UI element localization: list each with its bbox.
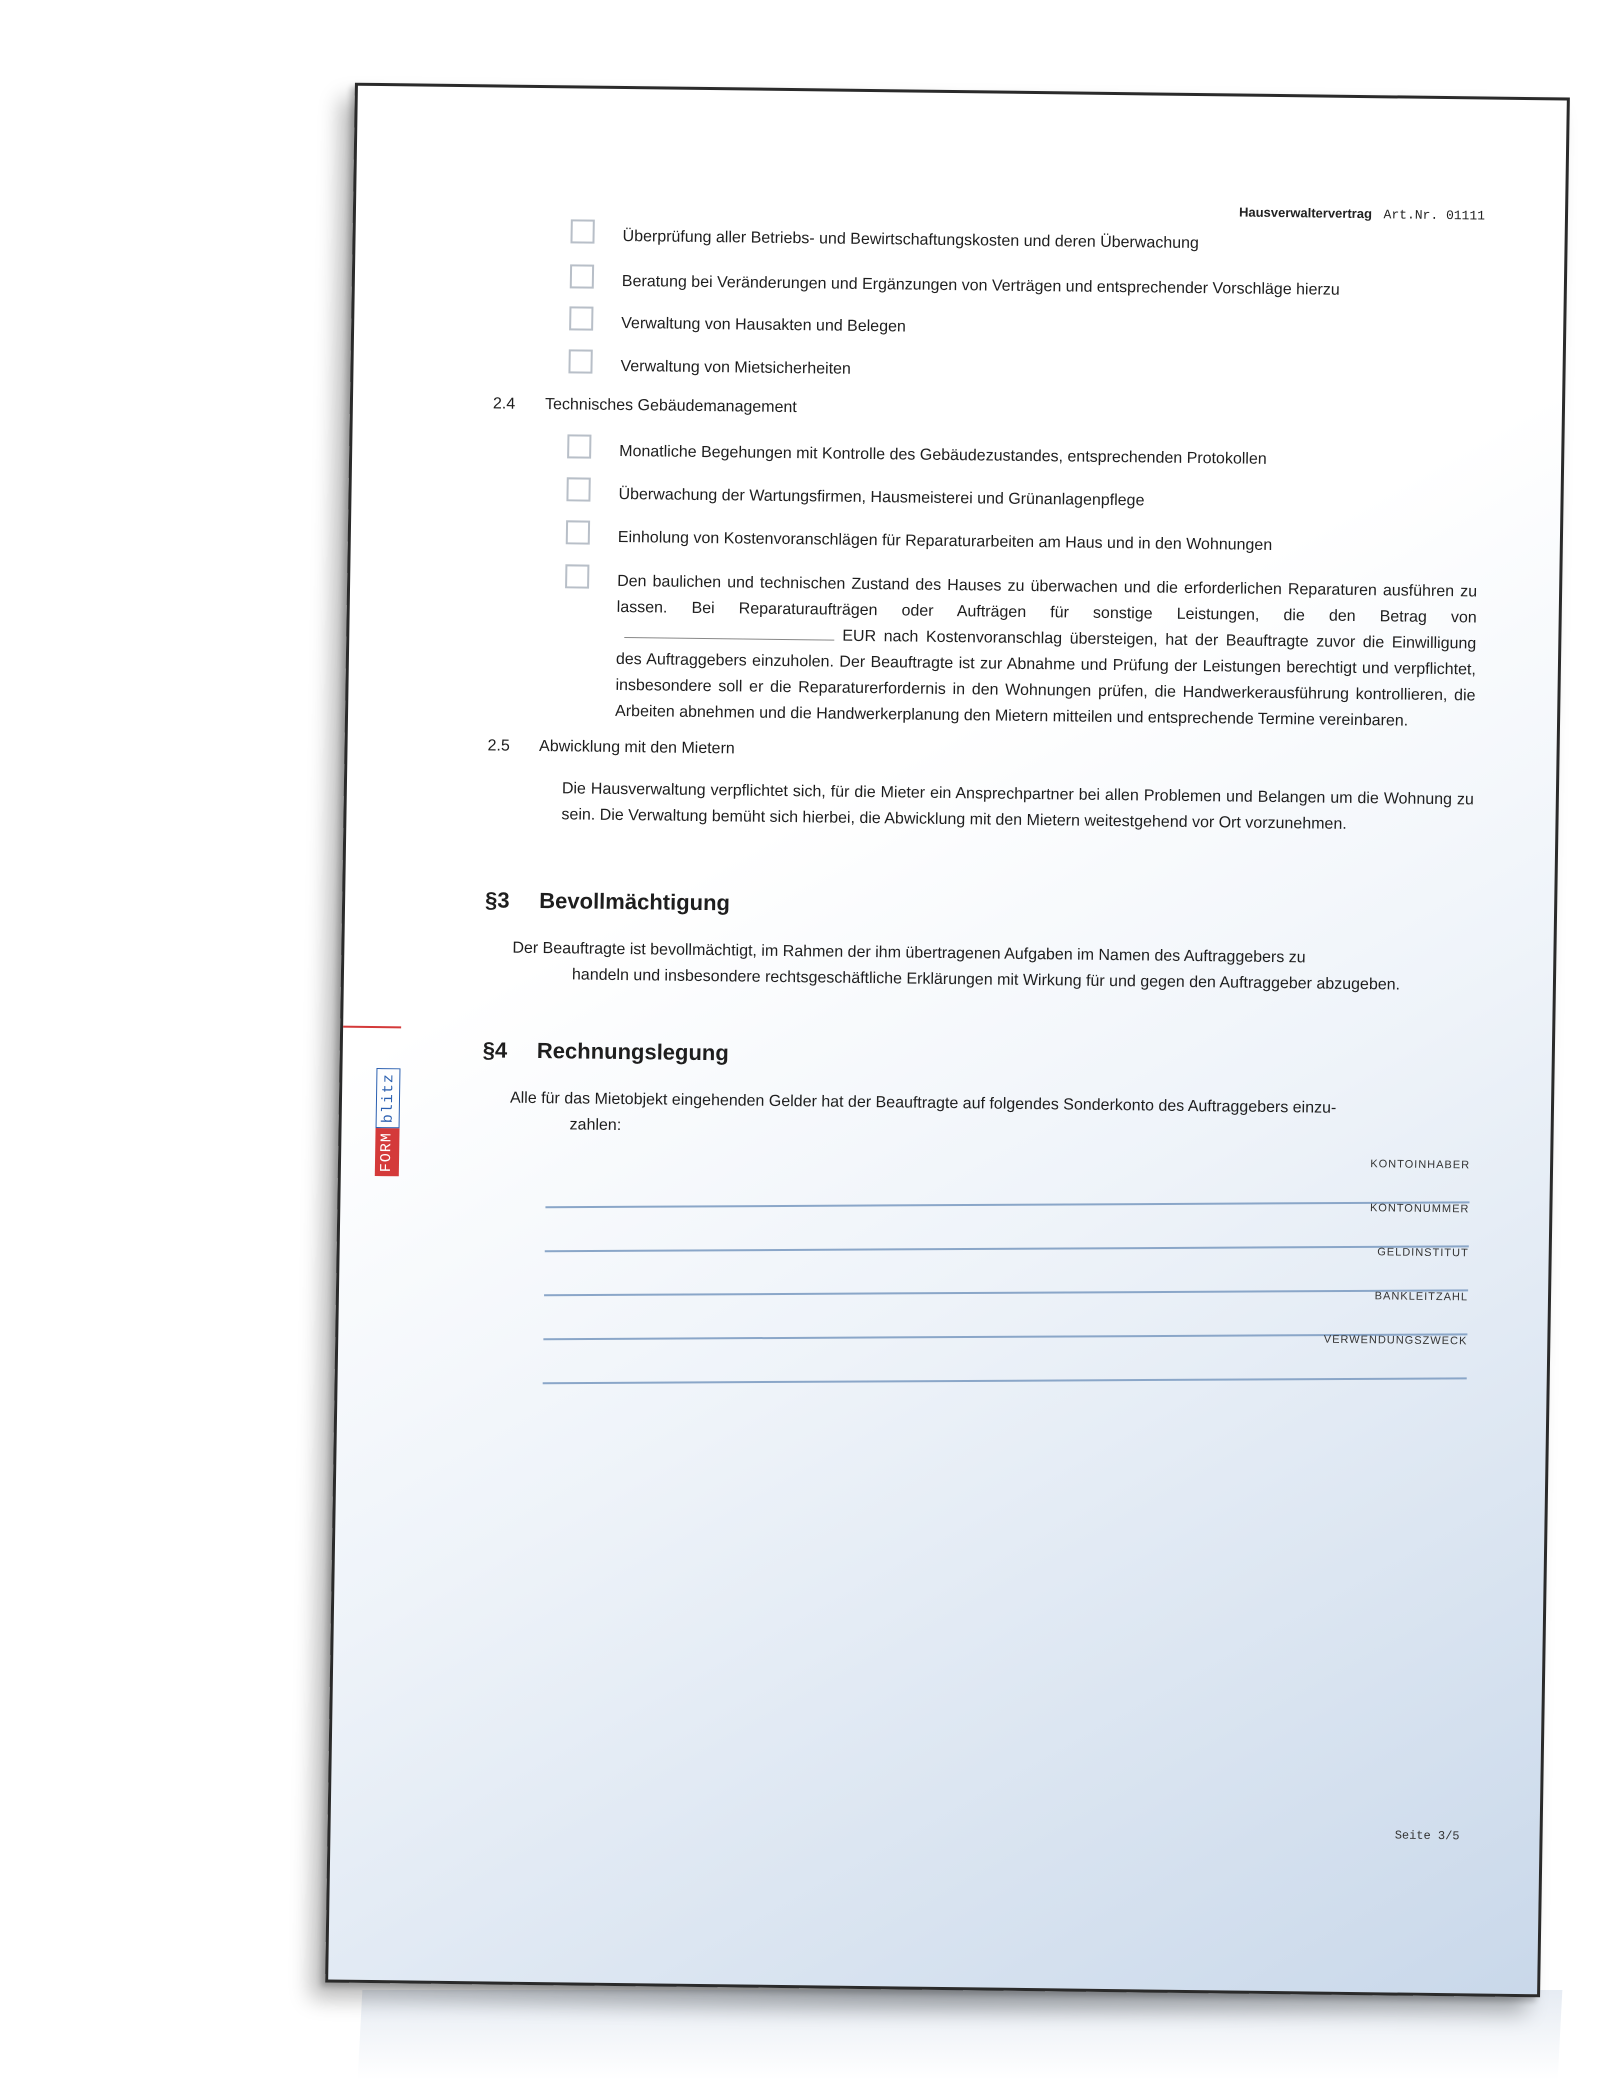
checklist-item [570,268,1482,305]
section-4-line1: Alle für das Mietobjekt eingehenden Gelder hat der Beauftragte auf folgendes Sonderkonto des Auftraggebers einzu- [509,1089,1337,1117]
formblitz-logo [375,1026,403,1176]
page-reflection [358,1990,1563,2080]
checkbox[interactable] [570,219,594,243]
section-4-rest: zahlen: [569,1116,622,1135]
repair-text-part1: Den baulichen und technischen Zustand des Hauses zu überwachen und die erforderlichen Reparaturen ausführen zu lassen. Bei Reparaturaufträgen oder Aufträgen für sonstige Leistungen, die den Betrag von [616,572,1478,627]
checklist-item-label: Beratung bei Veränderungen und Ergänzungen von Verträgen und entsprechender Vorschläge hierzu [621,272,1340,299]
repair-paragraph [615,569,1477,735]
checklist-item [566,481,1478,518]
checklist-item-label: Einholung von Kostenvoranschlägen für Reparaturarbeiten am Haus und in den Wohnungen [617,528,1273,554]
article-number: Art.Nr. 01111 [1383,207,1486,224]
field-label: VERWENDUNGSZWECK [1323,1333,1468,1348]
amount-blank-field[interactable] [624,623,834,641]
field-label: GELDINSTITUT [1377,1246,1469,1260]
section-title: Bevollmächtigung [539,888,731,916]
logo-form-text: FORM [375,1128,400,1176]
page-header [1239,205,1485,224]
checklist-item-label: Überwachung der Wartungsfirmen, Hausmeisterei und Grünanlagenpflege [618,485,1145,510]
section-heading [483,1037,729,1066]
checklist-item [567,438,1479,475]
checklist-item [563,568,1477,735]
field-label: BANKLEITZAHL [1374,1290,1469,1304]
subsection-title: Abwicklung mit den Mietern [538,737,735,758]
field-label: KONTONUMMER [1369,1202,1470,1216]
section-number: §4 [482,1037,508,1063]
document-page [325,83,1570,1998]
section-4-text [509,1086,1469,1150]
checkbox[interactable] [568,349,592,373]
checkbox[interactable] [569,306,593,330]
subsection-heading [493,395,797,417]
page-number: Seite 3/5 [1394,1828,1460,1844]
checklist-item [568,353,1480,390]
section-number: §3 [484,887,510,913]
section-heading [485,887,730,916]
checkbox[interactable] [570,264,594,288]
subsection-number: 2.5 [487,737,510,755]
subsection-number: 2.4 [492,395,516,413]
logo-blitz-text: blitz [376,1068,401,1128]
section-3-rest: handeln und insbesondere rechtsgeschäftliche Erklärungen mit Wirkung für und gegen den Auftraggeber abzugeben. [571,966,1401,994]
checkbox[interactable] [567,434,591,458]
checklist-item [569,310,1481,347]
logo-wordmark [375,1026,401,1176]
section-3-text [512,936,1472,1000]
field-line [543,1377,1467,1384]
checklist-item-label: Verwaltung von Hausakten und Belegen [621,314,906,336]
document-title: Hausverwaltervertrag [1238,204,1373,222]
page-wrapper [325,83,1570,1998]
checkbox[interactable] [565,564,589,588]
checklist-item [566,524,1478,561]
page-content [328,86,1567,1995]
checklist-item [570,223,1482,260]
checkbox[interactable] [566,477,590,501]
field-label: KONTOINHABER [1370,1158,1471,1172]
checklist-item-label: Überprüfung aller Betriebs- und Bewirtschaftungskosten und deren Überwachung [622,227,1200,253]
subsection-heading [487,737,734,758]
repair-text-part2: EUR nach Kostenvoranschlag übersteigen, hat der Beauftragte zuvor die Einwilligung des Auftraggebers einzuholen. Der Beauftragte ist zur Abnahme und Prüfung der Leistungen berechtigt und verpflichtet, insbesondere soll er die Reparaturerfordernis in den Wohnungen prüfen, die Handwerkerausführung kontrollieren, die Arbeiten abnehmen und die Handwerkerplanung den Mietern mitteilen und entsprechende Termine vereinbaren. [614,627,1477,730]
section-title: Rechnungslegung [536,1037,729,1066]
section-2-5-text: Die Hausverwaltung verpflichtet sich, für die Mieter ein Ansprechpartner bei allen Problemen und Belangen um die Wohnung zu sein. Die Verwaltung bemüht sich hierbei, die Abwicklung mit den Mietern weitestgehend vor Ort vorzunehmen. [561,780,1474,833]
section-3-line1: Der Beauftragte ist bevollmächtigt, im Rahmen der ihm übertragenen Aufgaben im Namen des Auftraggebers zu [512,939,1306,967]
checkbox[interactable] [566,520,590,544]
subsection-title: Technisches Gebäudemanagement [544,396,797,417]
checklist-item-label: Verwaltung von Mietsicherheiten [620,357,852,378]
checklist-item-label: Monatliche Begehungen mit Kontrolle des Gebäudezustandes, entsprechenden Protokollen [619,442,1267,468]
